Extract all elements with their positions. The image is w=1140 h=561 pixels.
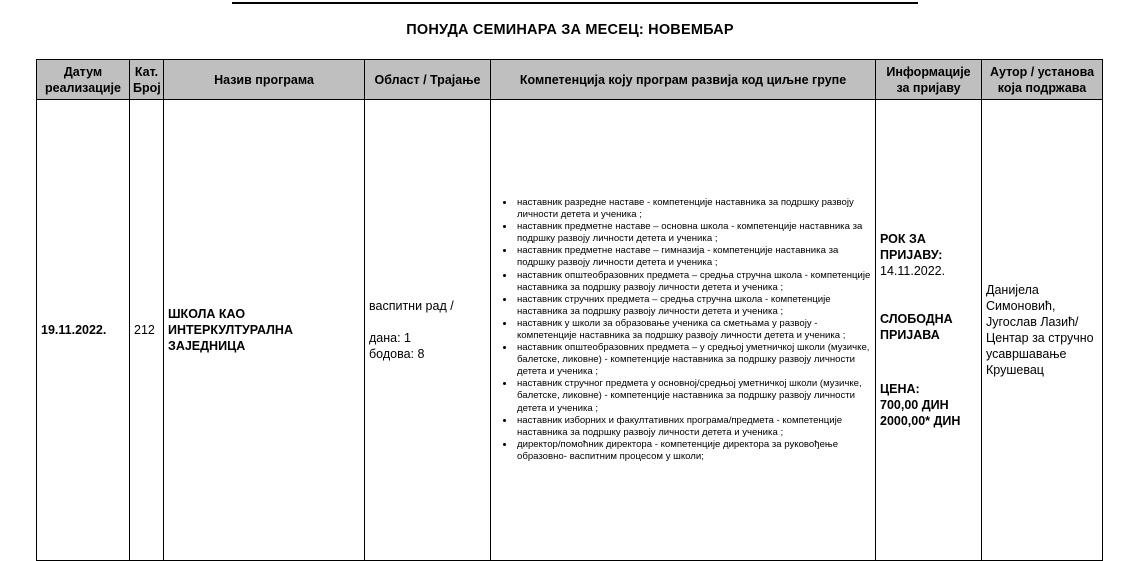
duration-days: дана: 1 — [369, 331, 411, 345]
cell-author — [982, 100, 1103, 561]
list-item: • наставник општеобразовних предмета – у средњој уметничкој школи (музичке, балетске, ликовне) - компетенције наставника за подршку развоју личности детета и ученика ; — [515, 342, 871, 378]
cell-registration-info — [876, 100, 982, 561]
cell-program-name: ШКОЛА КАО ИНТЕРКУЛТУРАЛНА ЗАЈЕДНИЦА — [164, 100, 365, 561]
free-registration: СЛОБОДНА ПРИЈАВА — [880, 312, 953, 342]
author-institution: Центар за стручно усавршавање Крушевац — [986, 331, 1094, 377]
list-item: • наставник општеобразовних предмета – средња стручна школа - компетенције наставника за подршку развоју личности детета и ученика ; — [515, 270, 871, 294]
area-text: васпитни рад / — [369, 299, 454, 313]
list-item: • наставник у школи за образовање ученика са сметњама у развоју - компетенције наставника за подршку развоју личности детета и ученика ; — [515, 318, 871, 342]
list-item: • наставник предметне наставе – основна школа - компетенције наставника за подршку развоју личности детета и ученика ; — [515, 221, 871, 245]
header-competency: Компетенција коју програм развија код циљне групе — [491, 60, 876, 100]
list-item: • наставник разредне наставе - компетенције наставника за подршку развоју личности детета и ученика ; — [515, 197, 871, 221]
header-date: Датум реализације — [37, 60, 130, 100]
header-registration-info: Информације за пријаву — [876, 60, 982, 100]
header-author: Аутор / установа која подржава — [982, 60, 1103, 100]
seminar-table — [36, 59, 1103, 561]
page-title: ПОНУДА СЕМИНАРА ЗА МЕСЕЦ: НОВЕМБАР — [406, 22, 734, 38]
duration-points: бодова: 8 — [369, 347, 425, 361]
table-row — [37, 100, 1103, 561]
top-rule — [232, 2, 918, 4]
price-amount-2: 2000,00* ДИН — [880, 414, 961, 428]
deadline-date: 14.11.2022. — [880, 264, 946, 278]
header-program-name: Назив програма — [164, 60, 365, 100]
list-item: • директор/помоћник директора - компетенције директора за руковођење образовно- васпитним процесом у школи; — [515, 439, 871, 463]
cell-cat-no: 212 — [130, 100, 164, 561]
author-names: Данијела Симоновић, Југослав Лазић/ — [986, 283, 1079, 329]
header-area-duration: Област / Трајање — [365, 60, 491, 100]
table-header-row — [37, 60, 1103, 100]
cell-area-duration — [365, 100, 491, 561]
competency-list — [495, 197, 871, 463]
list-item: • наставник предметне наставе – гимназија - компетенције наставника за подршку развоју личности детета и ученика ; — [515, 245, 871, 269]
price-amount-1: 700,00 ДИН — [880, 398, 949, 412]
header-cat-no: Кат. Број — [130, 60, 164, 100]
list-item: • наставник стручног предмета у основној/средњој уметничкој школи (музичке, балетске, ликовне) - компетенције наставника за подршку развоју личности детета и ученика ; — [515, 378, 871, 414]
price-label: ЦЕНА: — [880, 382, 920, 396]
deadline-label: РОК ЗА ПРИЈАВУ: — [880, 232, 943, 262]
cell-competencies — [491, 100, 876, 561]
cell-date: 19.11.2022. — [37, 100, 130, 561]
list-item: • наставник изборних и факултативних програма/предмета - компетенције наставника за подршку развоју личности детета и ученика ; — [515, 415, 871, 439]
list-item: • наставник стручних предмета – средња стручна школа - компетенције наставника за подршку развоју личности детета и ученика ; — [515, 294, 871, 318]
